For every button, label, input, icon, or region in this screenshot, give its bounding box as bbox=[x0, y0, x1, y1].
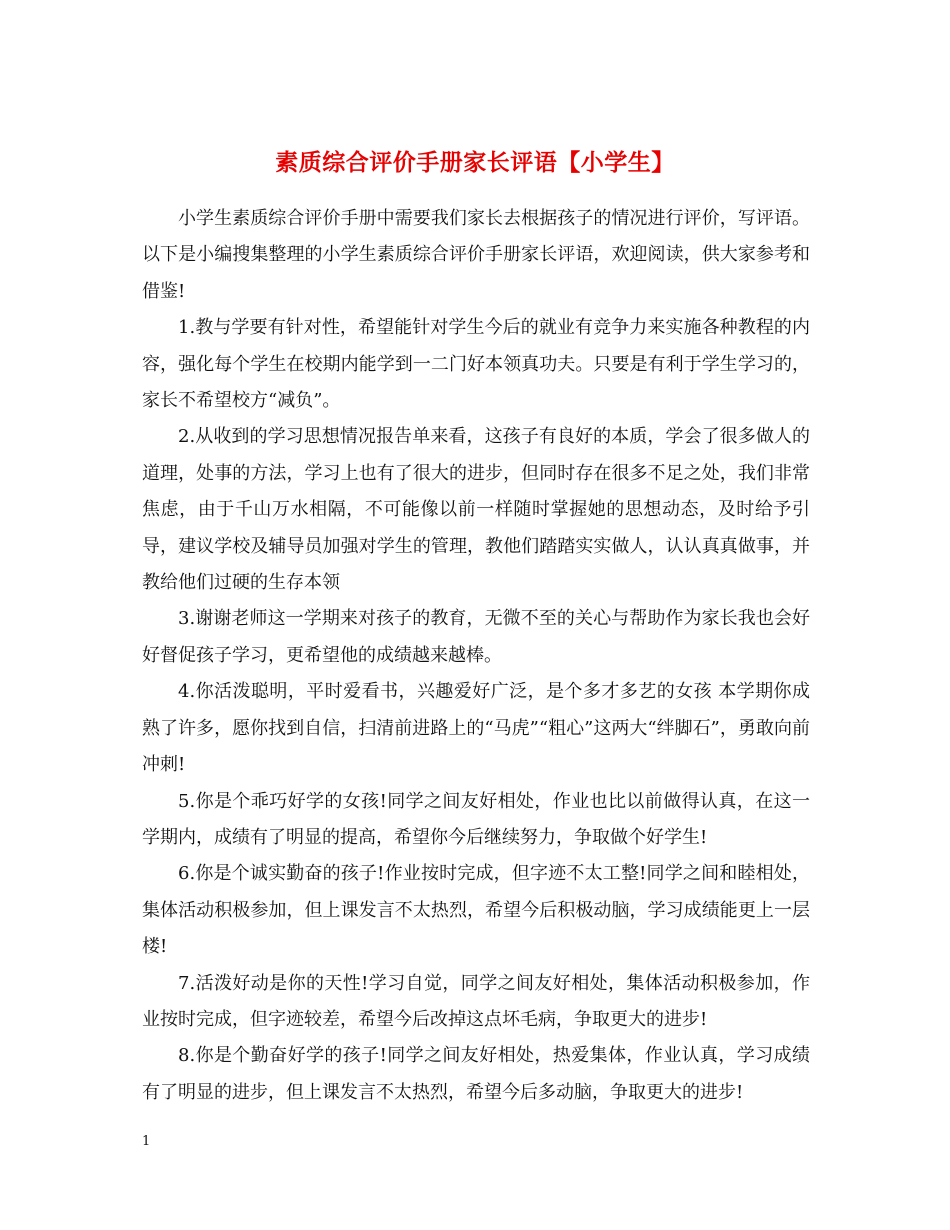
comment-paragraph-1: 1.教与学要有针对性，希望能针对学生今后的就业有竞争力来实施各种教程的内容，强化每个学生在校期内能学到一二门好本领真功夫。只要是有利于学生学习的，家长不希望校方“减负”。 bbox=[142, 317, 810, 412]
document-body bbox=[142, 201, 810, 1111]
page-number: 1 bbox=[142, 1134, 151, 1149]
comment-paragraph-8: 8.你是个勤奋好学的孩子!同学之间友好相处，热爱集体，作业认真，学习成绩有了明显的进步，但上课发言不太热烈，希望今后多动脑，争取更大的进步! bbox=[142, 1045, 810, 1103]
comment-paragraph-4: 4.你活泼聪明，平时爱看书，兴趣爱好广泛，是个多才多艺的女孩 本学期你成熟了许多，愿你找到自信，扫清前进路上的“马虎”“粗心”这两大“绊脚石”，勇敢向前冲刺! bbox=[142, 681, 810, 776]
comment-paragraph-6: 6.你是个诚实勤奋的孩子!作业按时完成，但字迹不太工整!同学之间和睦相处，集体活动积极参加，但上课发言不太热烈，希望今后积极动脑，学习成绩能更上一层楼! bbox=[142, 863, 810, 958]
comment-paragraph-3: 3.谢谢老师这一学期来对孩子的教育，无微不至的关心与帮助作为家长我也会好好督促孩子学习，更希望他的成绩越来越棒。 bbox=[142, 608, 810, 666]
comment-paragraph-5: 5.你是个乖巧好学的女孩!同学之间友好相处，作业也比以前做得认真，在这一学期内，成绩有了明显的提高，希望你今后继续努力，争取做个好学生! bbox=[142, 790, 810, 848]
comment-paragraph-2: 2.从收到的学习思想情况报告单来看，这孩子有良好的本质，学会了很多做人的道理，处事的方法，学习上也有了很大的进步，但同时存在很多不足之处，我们非常焦虑，由于千山万水相隔，不可能像以前一样随时掌握她的思想动态，及时给予引导，建议学校及辅导员加强对学生的管理，教他们踏踏实实做人，认认真真做事，并教给他们过硬的生存本领 bbox=[142, 426, 810, 594]
document-title: 素质综合评价手册家长评语【小学生】 bbox=[275, 149, 675, 177]
intro-paragraph: 小学生素质综合评价手册中需要我们家长去根据孩子的情况进行评价，写评语。以下是小编搜集整理的小学生素质综合评价手册家长评语，欢迎阅读，供大家参考和借鉴! bbox=[142, 208, 810, 302]
comment-paragraph-7: 7.活泼好动是你的天性!学习自觉，同学之间友好相处，集体活动积极参加，作业按时完成，但字迹较差，希望今后改掉这点坏毛病，争取更大的进步! bbox=[142, 972, 810, 1030]
